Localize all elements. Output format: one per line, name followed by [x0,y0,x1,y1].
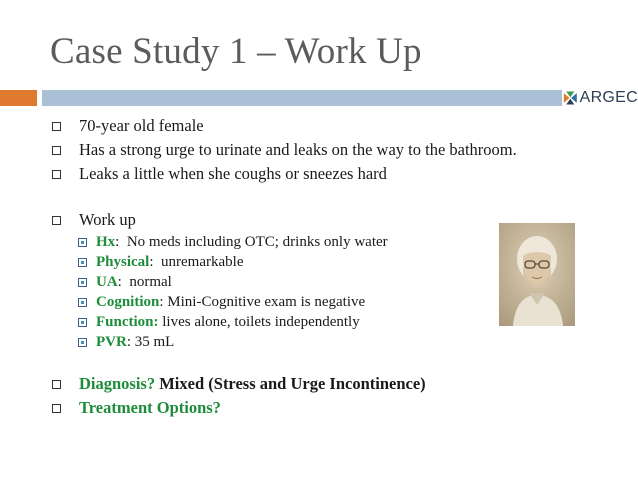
patient-bullets [52,114,517,186]
slide-title: Case Study 1 – Work Up [50,31,422,72]
workup-label: Work up [79,210,136,229]
accent-bar-orange [0,90,37,106]
bullet-text: 70-year old female [79,116,204,135]
elderly-woman-photo [499,223,575,326]
logo-text: ARGEC [579,89,638,106]
workup-sep: : [149,254,162,270]
portrait-illustration [499,223,575,326]
diagnosis-text: Mixed (Stress and Urge Incontinence) [155,374,426,393]
accent-bar-blue [42,90,562,106]
workup-term: PVR [96,334,127,350]
diagnosis-term: Diagnosis? [79,374,156,393]
workup-text: lives alone, toilets independently [162,314,360,330]
square-bullet-icon [78,278,87,287]
list-item [52,162,517,186]
bullet-text: Has a strong urge to urinate and leaks on the way to the bathroom. [79,140,517,159]
workup-term: UA [96,274,118,290]
square-bullet-icon [78,258,87,267]
argec-logo [563,86,638,110]
square-bullet-icon [78,318,87,327]
workup-term: Function: [96,314,159,330]
diagnosis-item [52,372,426,396]
treatment-item [52,396,426,420]
square-bullet-icon [78,238,87,247]
workup-term: Physical [96,254,150,270]
treatment-term: Treatment Options? [79,398,221,417]
workup-item-physical [78,252,388,272]
workup-text: unremarkable [161,254,244,270]
checkbox-bullet-icon [52,146,61,155]
workup-item-pvr [78,332,388,352]
workup-term: Hx [96,234,116,250]
workup-sep: : [126,334,135,350]
workup-text: 35 mL [134,334,175,350]
workup-item-function [78,312,388,332]
checkbox-bullet-icon [52,380,61,389]
workup-sep: : [159,294,168,310]
workup-item-cognition [78,292,388,312]
workup-heading [52,208,388,232]
bullet-text: Leaks a little when she coughs or sneezes hard [79,164,387,183]
workup-section [52,208,388,352]
list-item [52,138,517,162]
workup-item-ua [78,272,388,292]
checkbox-bullet-icon [52,170,61,179]
checkbox-bullet-icon [52,122,61,131]
checkbox-bullet-icon [52,404,61,413]
workup-term: Cognition [96,294,160,310]
square-bullet-icon [78,298,87,307]
checkbox-bullet-icon [52,216,61,225]
workup-text: normal [129,274,172,290]
workup-text: No meds including OTC; drinks only water [126,234,388,250]
workup-sep: : [117,274,130,290]
conclusion-bullets [52,372,426,420]
square-bullet-icon [78,338,87,347]
workup-sep: : [115,234,127,250]
workup-item-hx [78,232,388,252]
argec-logo-icon [563,89,578,107]
workup-text: Mini-Cognitive exam is negative [167,294,366,310]
list-item [52,114,517,138]
